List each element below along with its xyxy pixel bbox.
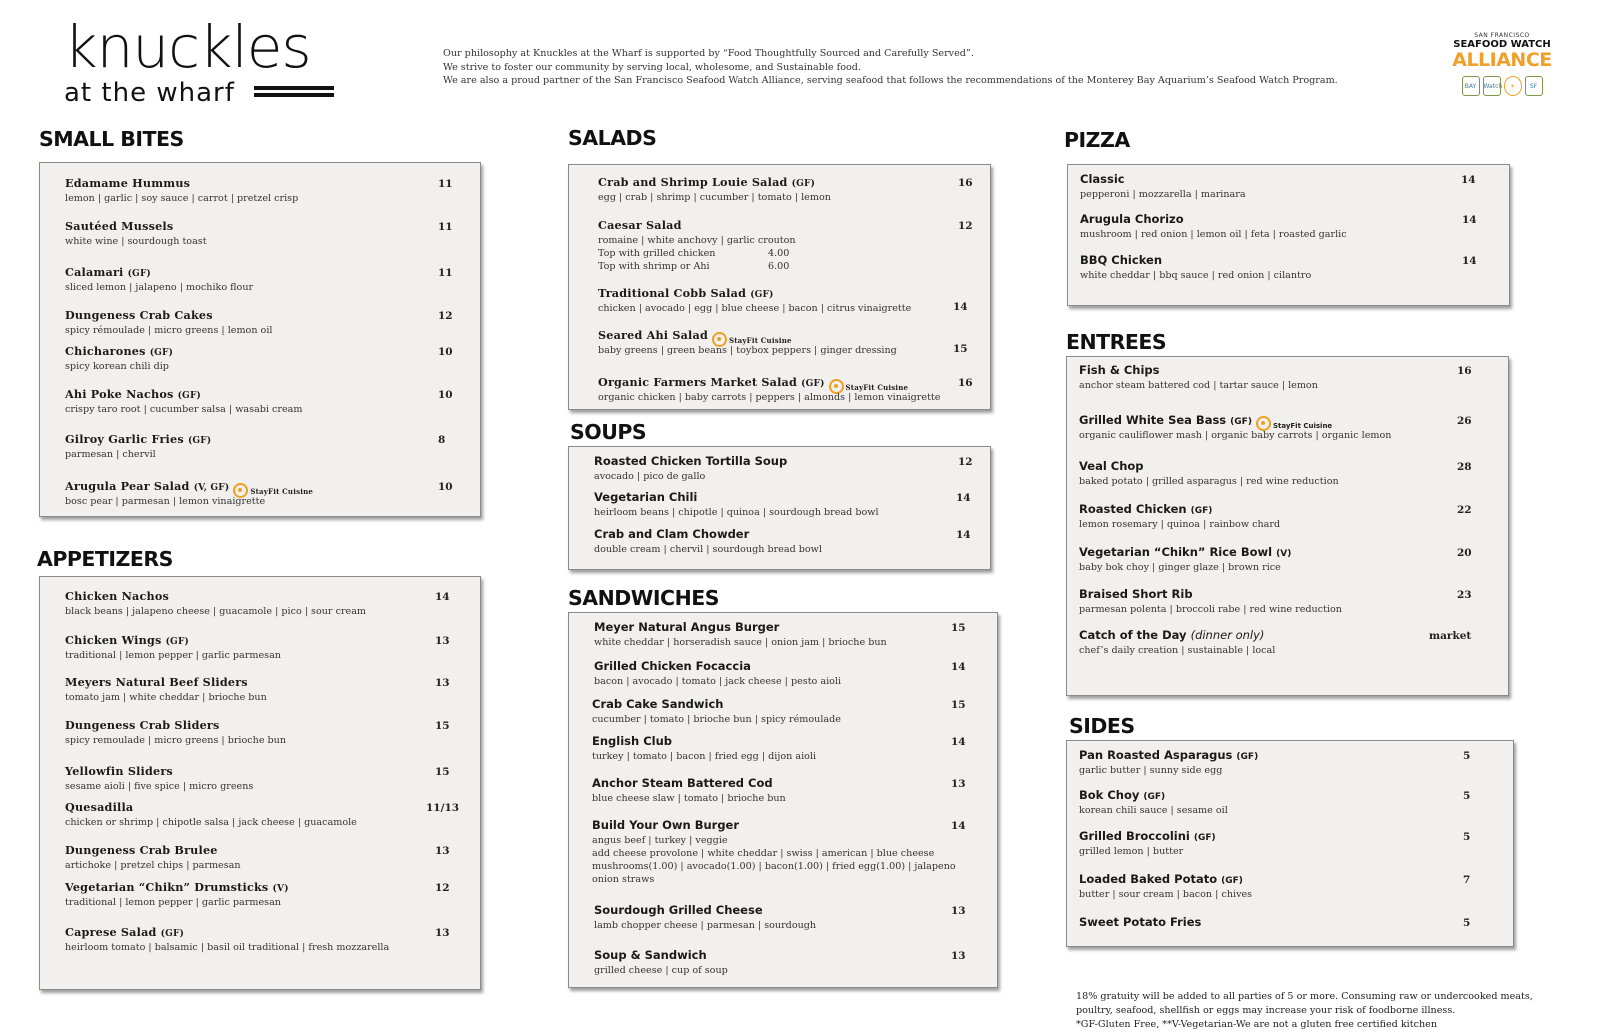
item-name: Grilled Chicken Focaccia	[594, 659, 751, 673]
item-desc: white wine | sourdough toast	[65, 236, 207, 247]
item-desc: korean chili sauce | sesame oil	[1079, 805, 1228, 816]
item-price: 20	[1457, 547, 1472, 559]
item-name: Crab Cake Sandwich	[592, 697, 724, 711]
item-name: Braised Short Rib	[1079, 587, 1193, 601]
item-price: 5	[1463, 831, 1471, 843]
item-desc: garlic butter | sunny side egg	[1079, 765, 1223, 776]
item-price: 26	[1457, 415, 1472, 427]
small-bites-title: SMALL BITES	[39, 127, 184, 151]
item-price: 11	[438, 267, 453, 279]
item-price: 15	[951, 699, 966, 711]
appetizers-panel	[39, 576, 481, 990]
small-bites-panel	[39, 162, 481, 517]
item-desc: organic cauliflower mash | organic baby carrots | organic lemon	[1079, 430, 1392, 441]
item-name: Dungeness Crab Cakes	[65, 308, 213, 322]
item-desc: lemon rosemary | quinoa | rainbow chard	[1079, 519, 1281, 530]
item-name: Calamari (GF)	[65, 265, 151, 279]
item-name: Build Your Own Burger	[592, 818, 740, 832]
item-desc: heirloom beans | chipotle | quinoa | sourdough bread bowl	[594, 507, 879, 518]
sf-badge-icon: SF	[1525, 76, 1543, 96]
item-price: 10	[438, 389, 453, 401]
item-desc: chicken | avocado | egg | blue cheese | bacon | citrus vinaigrette	[598, 303, 912, 314]
item-name: Dungeness Crab Brulee	[65, 843, 218, 857]
sides-title: SIDES	[1069, 714, 1135, 738]
item-price: 14	[953, 301, 968, 313]
seafood-watch-alliance-logo	[1448, 32, 1556, 96]
item-price: 10	[438, 481, 453, 493]
item-desc: baby greens | green beans | toybox peppers | ginger dressing	[598, 345, 897, 356]
item-name: Sautéed Mussels	[65, 219, 174, 233]
item-price: 14	[956, 492, 971, 504]
add-on-label: Top with grilled chicken	[598, 248, 716, 259]
item-desc: artichoke | pretzel chips | parmesan	[65, 860, 241, 871]
sides-panel	[1066, 740, 1514, 947]
pizza-title: PIZZA	[1064, 128, 1130, 152]
salads-panel	[568, 164, 991, 410]
item-desc: tomato jam | white cheddar | brioche bun	[65, 692, 267, 703]
item-desc: lemon | garlic | soy sauce | carrot | pretzel crisp	[65, 193, 299, 204]
item-price: 15	[951, 622, 966, 634]
item-price: 13	[435, 927, 450, 939]
item-name: Arugula Pear Salad (V, GF) StayFit Cuisine	[65, 479, 314, 496]
sandwiches-panel	[568, 612, 998, 988]
item-name: Sourdough Grilled Cheese	[594, 903, 763, 917]
item-price: 14	[1461, 174, 1476, 186]
restaurant-logo	[64, 14, 364, 106]
item-price: 14	[1462, 255, 1477, 267]
item-desc: grilled lemon | butter	[1079, 846, 1184, 857]
soups-title: SOUPS	[570, 420, 647, 444]
logo-wordmark: knuckles	[64, 13, 311, 81]
item-name: Ahi Poke Nachos (GF)	[65, 387, 201, 401]
entrees-panel	[1066, 356, 1509, 696]
item-desc: egg | crab | shrimp | cucumber | tomato | lemon	[598, 192, 831, 203]
intro-line: We are also a proud partner of the San Francisco Seafood Watch Alliance, serving seafood that follows the recommendations of the Monterey Bay Aquarium’s Seafood Watch Program.	[443, 75, 1338, 86]
item-desc: spicy remoulade | micro greens | brioche bun	[65, 735, 287, 746]
item-desc: add cheese provolone | white cheddar | swiss | american | blue cheese	[592, 848, 935, 859]
item-price: 7	[1463, 874, 1471, 886]
item-name: Edamame Hummus	[65, 176, 191, 190]
item-price: 5	[1463, 917, 1471, 929]
stayfit-icon: StayFit Cuisine	[233, 482, 313, 498]
add-on-price: 4.00	[768, 248, 790, 259]
item-desc: white cheddar | bbq sauce | red onion | cilantro	[1080, 270, 1312, 281]
item-name: Roasted Chicken (GF)	[1079, 502, 1213, 516]
footer-line: 18% gratuity will be added to all parties of 5 or more. Consuming raw or undercooked meats,	[1076, 991, 1533, 1002]
entrees-title: ENTREES	[1066, 330, 1167, 354]
item-name: Veal Chop	[1079, 459, 1144, 473]
alliance-city: SAN FRANCISCO	[1474, 32, 1530, 39]
stayfit-icon: StayFit Cuisine	[829, 378, 909, 394]
item-name: Vegetarian Chili	[594, 490, 698, 504]
item-desc: mushroom | red onion | lemon oil | feta | roasted garlic	[1080, 229, 1347, 240]
item-name: Vegetarian “Chikn” Drumsticks (V)	[65, 880, 289, 894]
item-desc: cucumber | tomato | brioche bun | spicy rémoulade	[592, 714, 841, 725]
item-desc: double cream | chervil | sourdough bread bowl	[594, 544, 822, 555]
item-name: Grilled Broccolini (GF)	[1079, 829, 1216, 843]
item-name: Traditional Cobb Salad (GF)	[598, 286, 774, 300]
item-name: Fish & Chips	[1079, 363, 1160, 377]
alliance-name: SEAFOOD WATCH	[1453, 39, 1551, 50]
item-price: 5	[1463, 750, 1471, 762]
item-name: Organic Farmers Market Salad (GF) StayFit Cuisine	[598, 375, 909, 392]
item-name: Crab and Clam Chowder	[594, 527, 750, 541]
item-desc: bosc pear | parmesan | lemon vinaigrette	[65, 496, 266, 507]
item-name: Anchor Steam Battered Cod	[592, 776, 773, 790]
item-name: Dungeness Crab Sliders	[65, 718, 220, 732]
item-price: 28	[1457, 461, 1472, 473]
item-price: 12	[438, 310, 453, 322]
item-price: 14	[956, 529, 971, 541]
item-desc: spicy rémoulade | micro greens | lemon oil	[65, 325, 273, 336]
alliance-word: ALLIANCE	[1452, 49, 1552, 71]
item-price: 16	[958, 177, 973, 189]
item-price: 14	[435, 591, 450, 603]
item-price: 13	[951, 905, 966, 917]
item-price: 22	[1457, 504, 1472, 516]
item-desc: crispy taro root | cucumber salsa | wasabi cream	[65, 404, 303, 415]
item-desc: butter | sour cream | bacon | chives	[1079, 889, 1253, 900]
item-price: 23	[1457, 589, 1472, 601]
intro-line: We strive to foster our community by serving local, wholesome, and Sustainable food.	[443, 61, 861, 73]
item-desc: organic chicken | baby carrots | peppers | almonds | lemon vinaigrette	[598, 392, 941, 403]
item-name: Roasted Chicken Tortilla Soup	[594, 454, 788, 468]
intro-line: Our philosophy at Knuckles at the Wharf is supported by “Food Thoughtfully Sourced and Carefully Served”.	[443, 48, 974, 59]
stayfit-icon: StayFit Cuisine	[1256, 416, 1332, 431]
item-desc: grilled cheese | cup of soup	[594, 965, 728, 976]
item-name: Yellowfin Sliders	[65, 764, 173, 778]
item-price: 13	[435, 845, 450, 857]
item-price: 16	[1457, 365, 1472, 377]
item-name: Bok Choy (GF)	[1079, 788, 1166, 802]
footer-line: *GF-Gluten Free, **V-Vegetarian-We are not a gluten free certified kitchen	[1076, 1019, 1437, 1030]
item-desc: white cheddar | horseradish sauce | onion jam | brioche bun	[594, 637, 887, 648]
item-desc: blue cheese slaw | tomato | brioche bun	[592, 793, 786, 804]
item-desc: sliced lemon | jalapeno | mochiko flour	[65, 282, 254, 293]
sandwiches-title: SANDWICHES	[568, 586, 720, 610]
item-price: 13	[951, 778, 966, 790]
item-name: BBQ Chicken	[1080, 253, 1163, 267]
item-name: Grilled White Sea Bass (GF) StayFit Cuisine	[1079, 413, 1333, 430]
item-price: 10	[438, 346, 453, 358]
soups-panel	[568, 446, 991, 570]
item-desc: traditional | lemon pepper | garlic parmesan	[65, 650, 281, 661]
item-name: Pan Roasted Asparagus (GF)	[1079, 748, 1259, 762]
item-desc: sesame aioli | five spice | micro greens	[65, 781, 254, 792]
item-name: Chicharones (GF)	[65, 344, 174, 358]
item-desc: chicken or shrimp | chipotle salsa | jack cheese | guacamole	[65, 817, 357, 828]
philosophy-text	[443, 47, 1338, 88]
item-price: 14	[951, 736, 966, 748]
partner-badges	[1448, 76, 1556, 96]
item-name: Vegetarian “Chikn” Rice Bowl (V)	[1079, 545, 1292, 559]
pizza-panel	[1067, 164, 1510, 306]
item-desc: baby bok choy | ginger glaze | brown rice	[1079, 562, 1281, 573]
item-price: 12	[435, 882, 450, 894]
item-price: 14	[1462, 214, 1477, 226]
item-desc: onion straws	[592, 874, 655, 885]
item-price: 12	[958, 456, 973, 468]
footer-notes	[1076, 990, 1533, 1032]
item-name: Caesar Salad	[598, 218, 682, 232]
item-price: 14	[951, 661, 966, 673]
item-desc: spicy korean chili dip	[65, 361, 169, 372]
bay-badge-icon: BAY	[1462, 76, 1480, 96]
item-price: 13	[435, 635, 450, 647]
item-desc: heirloom tomato | balsamic | basil oil traditional | fresh mozzarella	[65, 942, 390, 953]
seafood-watch-badge-icon: Watch	[1483, 76, 1501, 96]
item-price: 15	[953, 343, 968, 355]
item-desc: anchor steam battered cod | tartar sauce | lemon	[1079, 380, 1318, 391]
item-price: 16	[958, 377, 973, 389]
add-on-price: 6.00	[768, 261, 790, 272]
item-price: 13	[951, 950, 966, 962]
item-name: Crab and Shrimp Louie Salad (GF)	[598, 175, 816, 189]
item-price: 11	[438, 221, 453, 233]
item-name: Meyers Natural Beef Sliders	[65, 675, 248, 689]
item-price: 5	[1463, 790, 1471, 802]
item-name: Catch of the Day (dinner only)	[1079, 628, 1265, 642]
add-on-label: Top with shrimp or Ahi	[598, 261, 710, 272]
item-desc: lamb chopper cheese | parmesan | sourdough	[594, 920, 817, 931]
logo-bars	[254, 86, 334, 100]
item-price: 8	[438, 434, 446, 446]
item-name: Quesadilla	[65, 800, 134, 814]
item-desc: bacon | avocado | tomato | jack cheese | pesto aioli	[594, 676, 842, 687]
item-price: 12	[958, 220, 973, 232]
item-name: Seared Ahi Salad StayFit Cuisine	[598, 328, 792, 345]
item-name: Loaded Baked Potato (GF)	[1079, 872, 1243, 886]
item-desc: turkey | tomato | bacon | fried egg | dijon aioli	[592, 751, 817, 762]
item-name: Classic	[1080, 172, 1125, 186]
item-desc: chef’s daily creation | sustainable | local	[1079, 645, 1276, 656]
item-price: 14	[951, 820, 966, 832]
item-name: Chicken Wings (GF)	[65, 633, 189, 647]
item-desc: romaine | white anchovy | garlic crouton	[598, 235, 796, 246]
item-name: Gilroy Garlic Fries (GF)	[65, 432, 212, 446]
footer-line: poultry, seafood, shellfish or eggs may increase your risk of foodborne illness.	[1076, 1005, 1456, 1016]
item-name: Meyer Natural Angus Burger	[594, 620, 780, 634]
item-desc: angus beef | turkey | veggie	[592, 835, 728, 846]
sun-badge-icon: ☀	[1504, 76, 1522, 96]
item-name: English Club	[592, 734, 672, 748]
item-price: market	[1429, 630, 1472, 642]
logo-tagline: at the wharf	[64, 78, 235, 108]
item-desc: pepperoni | mozzarella | marinara	[1080, 189, 1246, 200]
item-name: Arugula Chorizo	[1080, 212, 1184, 226]
item-desc: mushrooms(1.00) | avocado(1.00) | bacon(1.00) | fried egg(1.00) | jalapeno	[592, 861, 956, 872]
item-price: 13	[435, 677, 450, 689]
item-price: 15	[435, 720, 450, 732]
item-price: 15	[435, 766, 450, 778]
item-desc: parmesan polenta | broccoli rabe | red wine reduction	[1079, 604, 1342, 615]
appetizers-title: APPETIZERS	[37, 547, 173, 571]
item-name: Chicken Nachos	[65, 589, 169, 603]
item-desc: avocado | pico de gallo	[594, 471, 706, 482]
item-name: Caprese Salad (GF)	[65, 925, 185, 939]
item-desc: black beans | jalapeno cheese | guacamole | pico | sour cream	[65, 606, 367, 617]
item-price: 11/13	[426, 802, 460, 814]
salads-title: SALADS	[568, 126, 657, 150]
item-desc: baked potato | grilled asparagus | red wine reduction	[1079, 476, 1339, 487]
item-price: 11	[438, 178, 453, 190]
item-desc: parmesan | chervil	[65, 449, 156, 460]
item-name: Sweet Potato Fries	[1079, 915, 1202, 929]
stayfit-icon: StayFit Cuisine	[712, 331, 792, 347]
item-desc: traditional | lemon pepper | garlic parmesan	[65, 897, 281, 908]
item-name: Soup & Sandwich	[594, 948, 707, 962]
